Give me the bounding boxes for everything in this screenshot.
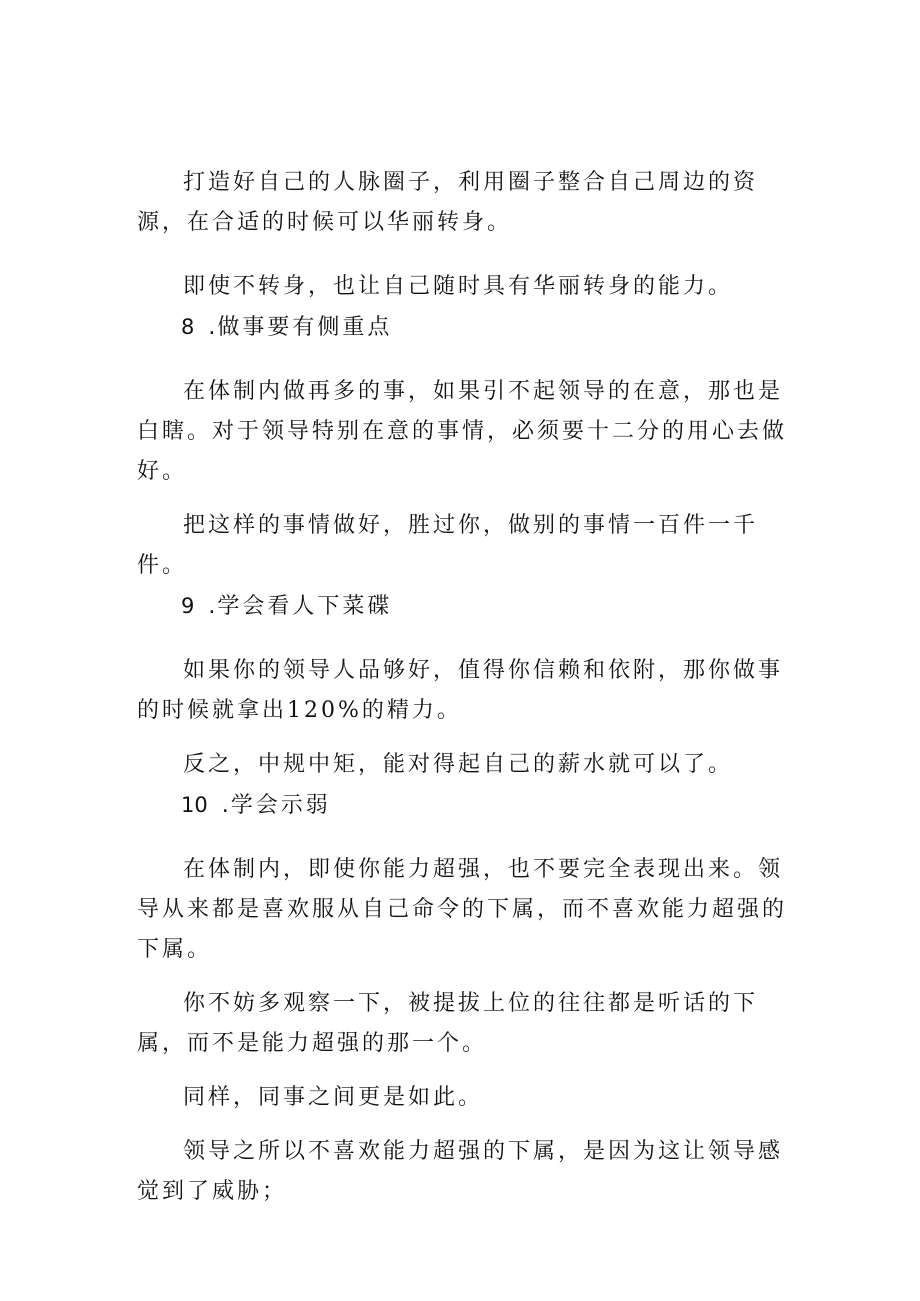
paragraph-threat: 领导之所以不喜欢能力超强的下属，是因为这让领导感觉到了威胁；: [137, 1139, 784, 1204]
paragraph-hide-ability: 在体制内，即使你能力超强，也不要完全表现出来。领导从来都是喜欢服从自己命令的下属，而不喜欢能力超强的下属。: [137, 857, 788, 962]
section-number: 9: [181, 594, 195, 618]
section-dot: .: [208, 315, 216, 340]
section-dot: .: [208, 594, 216, 619]
section-title: 学会示弱: [230, 793, 331, 818]
paragraph-otherwise: 反之，中规中矩，能对得起自己的薪水就可以了。: [183, 752, 734, 777]
document-body: [137, 163, 799, 1212]
section-dot: .: [221, 793, 229, 818]
section-title: 做事要有侧重点: [217, 315, 393, 340]
paragraph-transform-ability: 即使不转身，也让自己随时具有华丽转身的能力。: [183, 274, 734, 299]
section-heading-10: [137, 785, 799, 826]
paragraph-observe: 你不妨多观察一下，被提拔上位的往往都是听话的下属，而不是能力超强的那一个。: [137, 991, 759, 1056]
paragraph-good-leader: 如果你的领导人品够好，值得你信赖和依附，那你做事的时候就拿出120%的精力。: [137, 658, 784, 723]
paragraph-do-it-well: 把这样的事情做好，胜过你，做别的事情一百件一千件。: [137, 513, 759, 578]
section-title: 学会看人下菜碟: [217, 594, 393, 619]
paragraph-network-circle: 打造好自己的人脉圈子，利用圈子整合自己周边的资源，在合适的时候可以华丽转身。: [137, 170, 759, 235]
section-number: 8: [181, 315, 195, 339]
section-heading-9: [137, 586, 799, 627]
paragraph-leader-attention: 在体制内做再多的事，如果引不起领导的在意，那也是白瞎。对于领导特别在意的事情，必须要十二分的用心去做好。: [137, 379, 788, 484]
section-heading-8: [137, 307, 799, 348]
section-number: 10: [181, 793, 208, 817]
paragraph-colleagues: 同样，同事之间更是如此。: [183, 1085, 484, 1110]
